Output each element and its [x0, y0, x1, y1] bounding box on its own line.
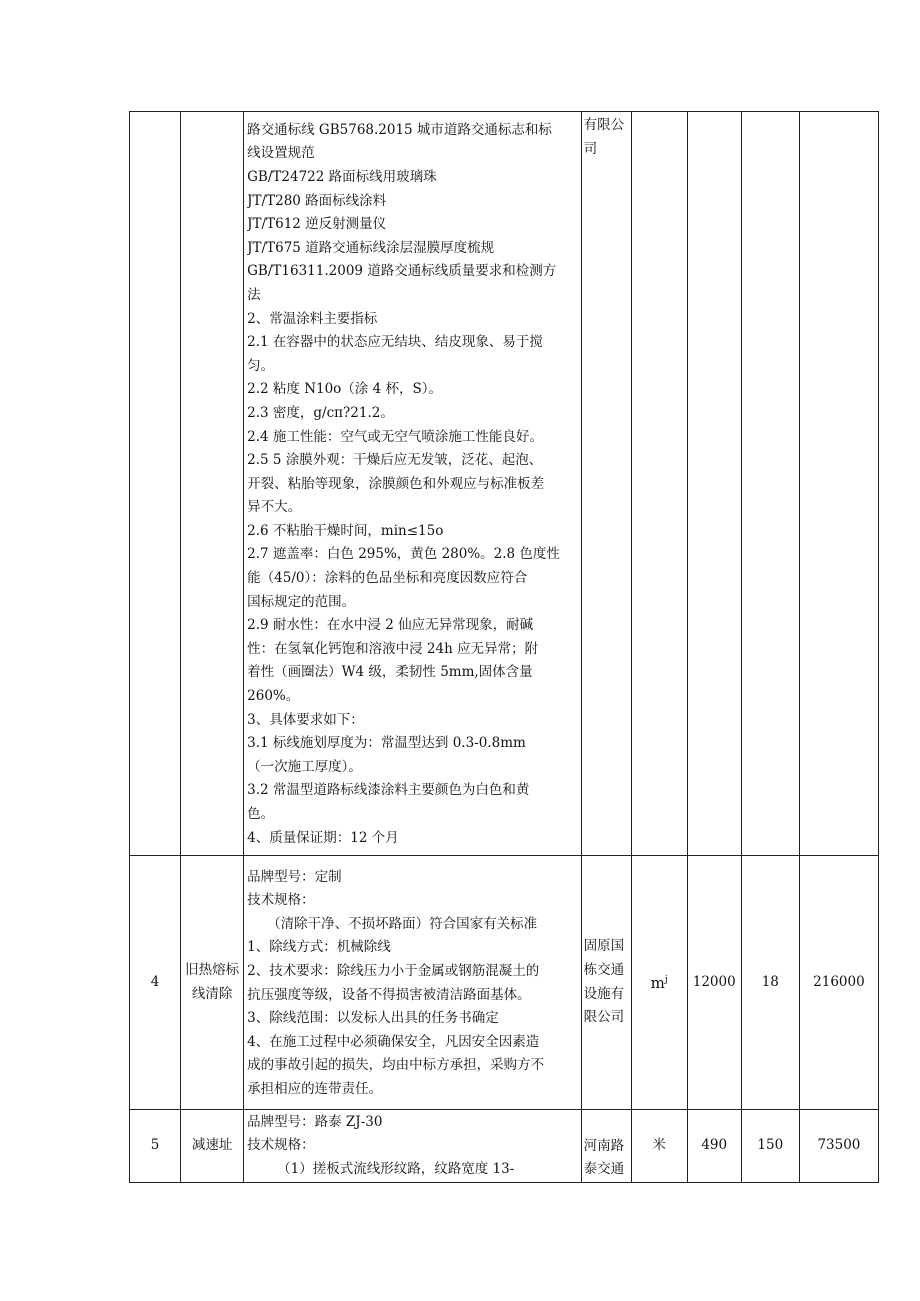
unit-price-cell: 150	[741, 1110, 799, 1183]
spec-line: GB/T16311.2009 道路交通标线质量要求和检测方	[247, 263, 557, 280]
manufacturer-cell	[581, 112, 631, 856]
spec-line: （1）搓板式流线形纹路，纹路宽度 13-	[277, 1160, 515, 1177]
table-row	[130, 112, 879, 856]
spec-line: 路交通标线 GB5768.2015 城市道路交通标志和标	[247, 121, 552, 138]
spec-line: 3、除线范围：以发标人出具的任务书确定	[247, 1010, 499, 1027]
spec-line: JT/T675 道路交通标线涂层湿膜厚度梳规	[247, 239, 495, 256]
spec-line: 品牌型号：路泰 ZJ-30	[247, 1113, 383, 1130]
spec-line: 4、质量保证期：12 个月	[247, 829, 399, 846]
spec-line: （一次施工厚度）。	[247, 758, 362, 775]
spec-line: GB/T24722 路面标线用玻璃珠	[247, 168, 437, 185]
quantity-cell: 12000	[687, 856, 741, 1110]
spec-line: 国标规定的范围。	[247, 593, 356, 610]
spec-line: 3.1 标线施划厚度为：常温型达到 0.3-0.8mm	[247, 735, 526, 752]
spec-line: 2、技术要求：除线压力小于金属或钢筋混凝土的	[247, 962, 540, 979]
manufacturer-cell	[581, 1110, 631, 1183]
item-number-cell: 4	[130, 856, 181, 1110]
item-name-cell	[181, 112, 244, 856]
spec-line: 2.5 5 涂膜外观：干燥后应无发皱，泛花、起泡、	[247, 452, 543, 469]
spec-line: 着性（画圈法）W4 级，柔韧性 5mm,固体含量	[247, 664, 533, 681]
manufacturer-line: 河南路	[583, 1137, 625, 1154]
manufacturer-line: 栋交通	[583, 961, 625, 978]
spec-line: 异不大。	[247, 499, 302, 516]
unit-cell: 米	[631, 1110, 687, 1183]
total-cell: 73500	[799, 1110, 878, 1183]
spec-line: 2.3 密度，g/cπ?21.2。	[247, 404, 394, 421]
item-name-line: 旧热熔标	[185, 961, 240, 978]
spec-line: JT/T280 路面标线涂料	[247, 192, 387, 209]
item-number-cell	[130, 112, 181, 856]
spec-line: 3.2 常温型道路标线漆涂料主要颜色为白色和黄	[247, 782, 530, 799]
spec-line: 技术规格：	[247, 1137, 315, 1154]
manufacturer-line: 司	[583, 140, 598, 157]
spec-cell	[244, 1110, 581, 1183]
manufacturer-line: 设施有	[583, 985, 625, 1002]
spec-line: 匀。	[247, 357, 275, 374]
spec-line: 2.4 施工性能：空气或无空气喷涂施工性能良好。	[247, 428, 543, 445]
spec-line: 4、在施工过程中必须确保安全，凡因安全因素造	[247, 1033, 540, 1050]
item-name-cell	[181, 856, 244, 1110]
table-row	[130, 1110, 879, 1183]
total-cell: 216000	[799, 856, 878, 1110]
manufacturer-line: 泰交通	[583, 1161, 625, 1178]
spec-line: 能（45/0）：涂料的色品坐标和亮度因数应符合	[247, 570, 528, 587]
spec-line: 法	[247, 286, 261, 303]
spec-line: 1、除线方式：机械除线	[247, 939, 391, 956]
unit-cell	[631, 112, 687, 856]
spec-line: 3、具体要求如下：	[247, 711, 364, 728]
spec-line: 2.2 粘度 N10o（涂 4 杯，S）。	[247, 381, 442, 398]
spec-line: 成的事故引起的损失，均由中标方承担，采购方不	[247, 1057, 545, 1074]
spec-line: 线设置规范	[247, 145, 315, 162]
spec-line: 2.1 在容器中的状态应无结块、结皮现象、易于搅	[247, 334, 543, 351]
spec-line: 色。	[247, 806, 275, 823]
unit-label: $m^j$	[650, 973, 668, 992]
spec-line: 性：在氢氧化钙饱和溶液中浸 24h 应无异常；附	[247, 640, 539, 657]
spec-line: （清除干净、不损坏路面）符合国家有关标准	[267, 915, 538, 932]
total-cell	[799, 112, 878, 856]
spec-line: 开裂、粘胎等现象，涂膜颜色和外观应与标准板差	[247, 475, 545, 492]
quantity-cell	[687, 112, 741, 856]
spec-line: 260%。	[247, 688, 300, 705]
quantity-cell: 490	[687, 1110, 741, 1183]
spec-line: 抗压强度等级，设备不得损害被清洁路面基体。	[247, 986, 531, 1003]
table-row	[130, 856, 879, 1110]
spec-line: 品牌型号：定制	[247, 868, 342, 885]
spec-line: 承担相应的连带责任。	[247, 1080, 383, 1097]
manufacturer-cell	[581, 856, 631, 1110]
spec-table	[129, 111, 879, 1183]
manufacturer-line: 固原国	[583, 938, 625, 955]
unit-price-cell: 18	[741, 856, 799, 1110]
manufacturer-line: 有限公	[583, 117, 625, 133]
item-name-line: 线清除	[191, 985, 233, 1002]
spec-cell	[244, 112, 581, 856]
unit-cell	[631, 856, 687, 1110]
item-number-cell: 5	[130, 1110, 181, 1183]
item-name-cell: 减速址	[181, 1110, 244, 1183]
spec-line: 2.7 遮盖率：白色 295%，黄色 280%。2.8 色度性	[247, 546, 560, 563]
manufacturer-line: 限公司	[583, 1009, 625, 1026]
spec-line: JT/T612 逆反射测量仪	[247, 216, 387, 233]
spec-line: 2.9 耐水性：在水中浸 2 仙应无异常现象，耐碱	[247, 617, 534, 634]
spec-line: 2.6 不粘胎干燥时间，min≤15o	[247, 522, 444, 539]
spec-cell	[244, 856, 581, 1110]
unit-price-cell	[741, 112, 799, 856]
spec-line: 技术规格：	[247, 892, 315, 909]
spec-line: 2、常温涂料主要指标	[247, 310, 378, 327]
